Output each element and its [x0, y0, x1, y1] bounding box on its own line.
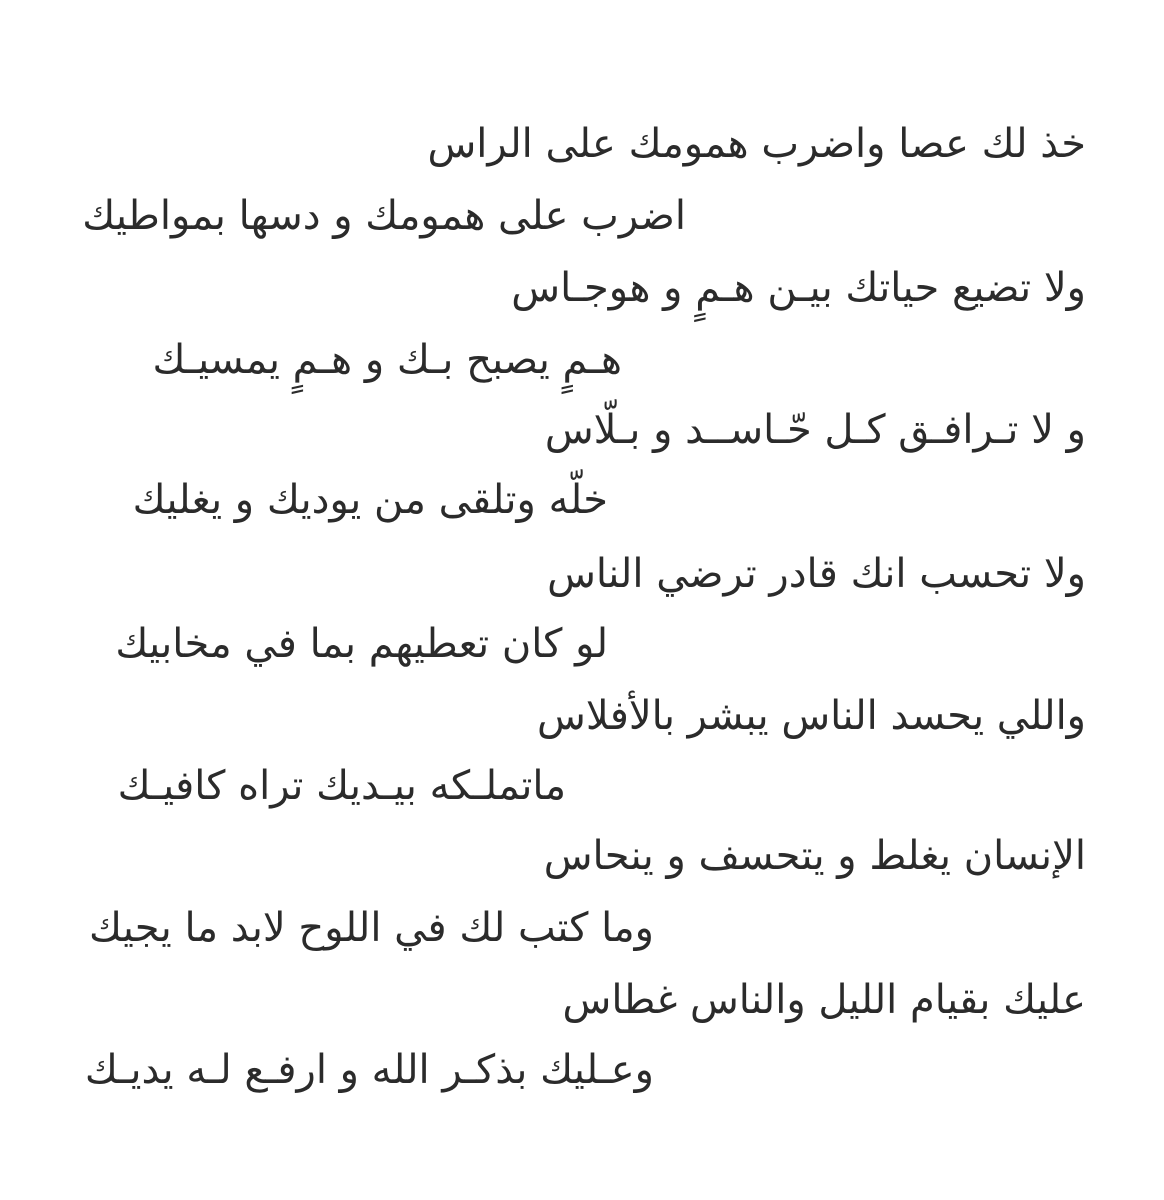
poem-line-14: وعـليك بذكـر الله و ارفـع لـه يديـك: [84, 1047, 654, 1093]
poem-line-7: ولا تحسب انك قادر ترضي الناس: [547, 551, 1086, 597]
poem-line-4: هـمٍ يصبح بـك و هـمٍ يمسيـك: [152, 337, 622, 383]
poem-line-12: وما كتب لك في اللوح لابد ما يجيك: [89, 905, 654, 951]
poem-line-11: الإنسان يغلط و يتحسف و ينحاس: [543, 833, 1086, 879]
poem-line-10: ماتملـكه بيـديك تراه كافيـك: [117, 763, 566, 809]
poem-line-1: خذ لك عصا واضرب همومك على الراس: [427, 121, 1086, 167]
poem-line-3: ولا تضيع حياتك بيـن هـمٍ و هوجـاس: [511, 265, 1086, 311]
poem-line-8: لو كان تعطيهم بما في مخابيك: [115, 621, 608, 667]
poem-line-2: اضرب على همومك و دسها بمواطيك: [82, 193, 686, 239]
poem-line-5: و لا تـرافـق كـل حّـاســد و بـلّاس: [544, 407, 1086, 453]
poem-line-9: واللي يحسد الناس يبشر بالأفلاس: [537, 693, 1086, 739]
poem-line-13: عليك بقيام الليل والناس غطاس: [562, 977, 1086, 1023]
poem-line-6: خلّه وتلقى من يوديك و يغليك: [132, 477, 608, 523]
